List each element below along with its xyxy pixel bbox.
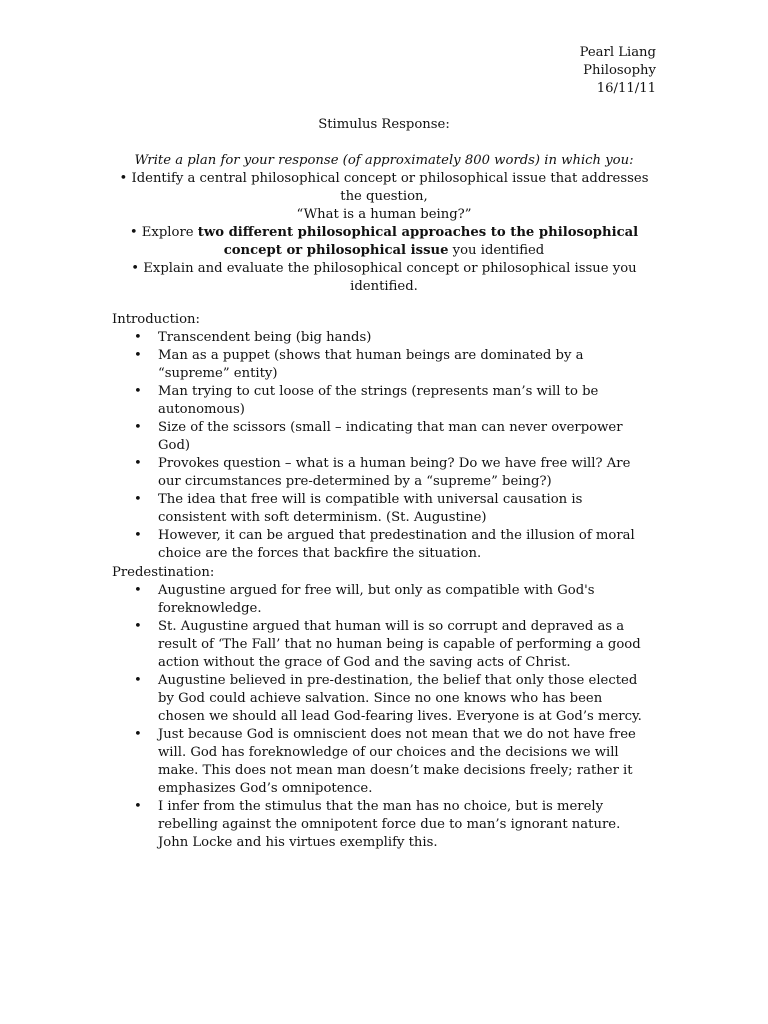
prompt-bullet-explore [110, 224, 658, 260]
list-item [112, 347, 652, 383]
task-prompt [110, 152, 658, 296]
bullet-icon: • [134, 348, 142, 363]
list-item [112, 455, 652, 491]
bullet-icon: • [134, 420, 142, 435]
document-title: Stimulus Response: [318, 117, 450, 132]
bullet-icon: • [134, 492, 142, 507]
list-item [112, 491, 652, 527]
list-item [112, 672, 652, 726]
list-item-text: I infer from the stimulus that the man has no choice, but is merely rebelling against the omnipotent force due to man’s ignorant nature. John Locke and his virtues exemplify this. [158, 799, 621, 850]
bullet-icon: • [134, 673, 142, 688]
list-item-text: However, it can be argued that predestination and the illusion of moral choice are the forces that backfire the situation. [158, 528, 635, 561]
bullet-icon: • [134, 619, 142, 634]
bullet-icon: • [134, 727, 142, 742]
list-item-text: Size of the scissors (small – indicating that man can never overpower God) [158, 420, 623, 453]
list-item [112, 726, 652, 798]
list-item-text: The idea that free will is compatible with universal causation is consistent with soft determinism. (St. Augustine) [158, 492, 583, 525]
list-item [112, 329, 652, 347]
bullet-icon: • [134, 384, 142, 399]
introduction-list [112, 329, 652, 563]
bullet-icon: • [134, 799, 142, 814]
prompt-bullet-explore-post: you identified [448, 243, 545, 258]
subject-name: Philosophy [583, 63, 656, 78]
document-date: 16/11/11 [596, 81, 656, 96]
list-item [112, 383, 652, 419]
prompt-bullet-identify: • Identify a central philosophical concept or philosophical issue that addresses the question, [119, 171, 649, 204]
prompt-bullet-explore-bold: two different philosophical approaches to the philosophical concept or philosophical issue [197, 225, 639, 258]
list-item-text: Transcendent being (big hands) [158, 330, 372, 345]
predestination-heading: Predestination: [112, 565, 215, 580]
list-item [112, 618, 652, 672]
list-item-text: Augustine argued for free will, but only as compatible with God's foreknowledge. [158, 583, 595, 616]
prompt-question-quote: “What is a human being?” [296, 207, 472, 222]
list-item [112, 527, 652, 563]
list-item [112, 582, 652, 618]
prompt-bullet-explore-pre: • Explore [129, 225, 198, 240]
bullet-icon: • [134, 330, 142, 345]
list-item-text: Man as a puppet (shows that human beings are dominated by a “supreme” entity) [158, 348, 584, 381]
document-header [580, 44, 656, 98]
prompt-instruction: Write a plan for your response (of approximately 800 words) in which you: [134, 153, 634, 168]
bullet-icon: • [134, 456, 142, 471]
author-name: Pearl Liang [579, 45, 656, 60]
predestination-list [112, 582, 652, 852]
list-item [112, 798, 652, 852]
list-item-text: Just because God is omniscient does not mean that we do not have free will. God has foreknowledge of our choices and the decisions we will make. This does not mean man doesn’t make decisions freely; rather it emphasizes God’s omnipotence. [158, 727, 636, 796]
bullet-icon: • [134, 528, 142, 543]
list-item-text: St. Augustine argued that human will is so corrupt and depraved as a result of ‘The Fall’ that no human being is capable of performing a good action without the grace of God and the saving acts of Christ. [158, 619, 641, 670]
list-item-text: Augustine believed in pre-destination, the belief that only those elected by God could achieve salvation. Since no one knows who has been chosen we should all lead God-fearing lives. Everyone is at God’s mercy. [158, 673, 642, 724]
list-item-text: Provokes question – what is a human being? Do we have free will? Are our circumstances pre-determined by a “supreme” being?) [158, 456, 631, 489]
bullet-icon: • [134, 583, 142, 598]
list-item-text: Man trying to cut loose of the strings (represents man’s will to be autonomous) [158, 384, 599, 417]
prompt-bullet-evaluate: • Explain and evaluate the philosophical concept or philosophical issue you identified. [131, 261, 637, 294]
introduction-heading: Introduction: [112, 312, 200, 327]
list-item [112, 419, 652, 455]
